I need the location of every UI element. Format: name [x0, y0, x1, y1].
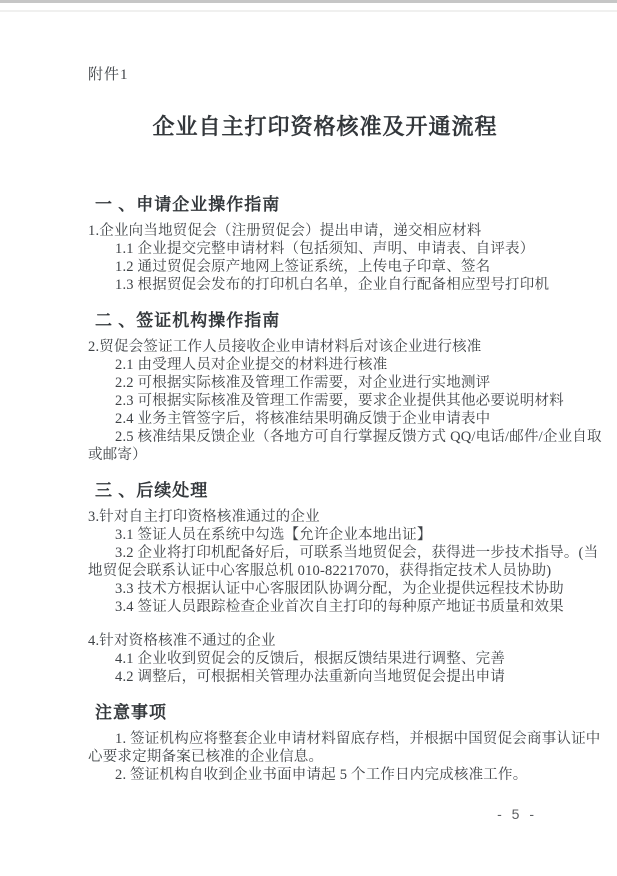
- paragraph: [88, 730, 601, 784]
- text-line: 1.2 通过贸促会原产地网上签证系统，上传电子印章、签名: [115, 259, 491, 275]
- text-line: 2. 签证机构自收到企业书面申请起 5 个工作日内完成核准工作。: [115, 767, 528, 783]
- text-line: 2.5 核准结果反馈企业（各地方可自行掌握反馈方式 QQ/电话/邮件/企业自取: [115, 429, 602, 445]
- text-line: 2.贸促会签证工作人员接收企业申请材料后对该企业进行核准: [88, 339, 482, 355]
- text-line: 4.1 企业收到贸促会的反馈后，根据反馈结果进行调整、完善: [115, 651, 506, 667]
- section-heading: 二 、签证机构操作指南: [95, 311, 281, 330]
- text-line: 3.4 签证人员跟踪检查企业首次自主打印的每种原产地证书质量和效果: [115, 599, 564, 615]
- text-line: 3.2 企业将打印机配备好后，可联系当地贸促会，获得进一步技术指导。(当: [115, 545, 599, 561]
- text-line: 1.企业向当地贸促会（注册贸促会）提出申请，递交相应材料: [88, 223, 482, 239]
- scan-artifact-faint-line: [0, 10, 617, 12]
- document-section: [88, 194, 562, 294]
- document-section: [88, 702, 601, 784]
- text-line: 3.3 技术方根据认证中心客服团队协调分配，为企业提供远程技术协助: [115, 581, 564, 597]
- document-section: [88, 310, 602, 464]
- section-heading: 一 、申请企业操作指南: [95, 195, 281, 214]
- document-title: 企业自主打印资格核准及开通流程: [152, 114, 498, 139]
- text-line: 2.2 可根据实际核准及管理工作需要，对企业进行实地测评: [115, 375, 491, 391]
- paragraph: [88, 632, 562, 686]
- paragraph: [88, 338, 602, 464]
- text-line: 3.1 签证人员在系统中勾选【允许企业本地出证】: [115, 527, 432, 543]
- text-line: 1.3 根据贸促会发布的打印机白名单，企业自行配备相应型号打印机: [115, 277, 550, 293]
- attachment-label: 附件1: [88, 67, 129, 83]
- text-line: 或邮寄）: [88, 447, 147, 463]
- text-line: 心要求定期备案已核准的企业信息。: [88, 749, 324, 765]
- section-heading: 注意事项: [95, 703, 167, 722]
- document-section: [88, 480, 599, 686]
- text-line: 4.2 调整后，可根据相关管理办法重新向当地贸促会提出申请: [115, 669, 506, 685]
- paragraph: [88, 508, 599, 616]
- page-number: - 5 -: [497, 806, 537, 822]
- text-line: 2.3 可根据实际核准及管理工作需要，要求企业提供其他必要说明材料: [115, 393, 564, 409]
- scan-artifact-top-edge: [0, 0, 617, 3]
- text-line: 地贸促会联系认证中心客服总机 010-82217070，获得指定技术人员协助): [88, 563, 552, 579]
- text-line: 2.4 业务主管签字后，将核准结果明确反馈于企业申请表中: [115, 411, 491, 427]
- text-line: 2.1 由受理人员对企业提交的材料进行核准: [115, 357, 388, 373]
- text-line: 4.针对资格核准不通过的企业: [88, 633, 276, 649]
- text-line: 3.针对自主打印资格核准通过的企业: [88, 509, 320, 525]
- paragraph: [88, 222, 562, 294]
- text-line: 1. 签证机构应将整套企业申请材料留底存档，并根据中国贸促会商事认证中: [115, 731, 601, 747]
- document-body: [88, 194, 602, 784]
- section-heading: 三 、后续处理: [95, 481, 209, 500]
- text-line: 1.1 企业提交完整申请材料（包括须知、声明、申请表、自评表）: [115, 241, 535, 257]
